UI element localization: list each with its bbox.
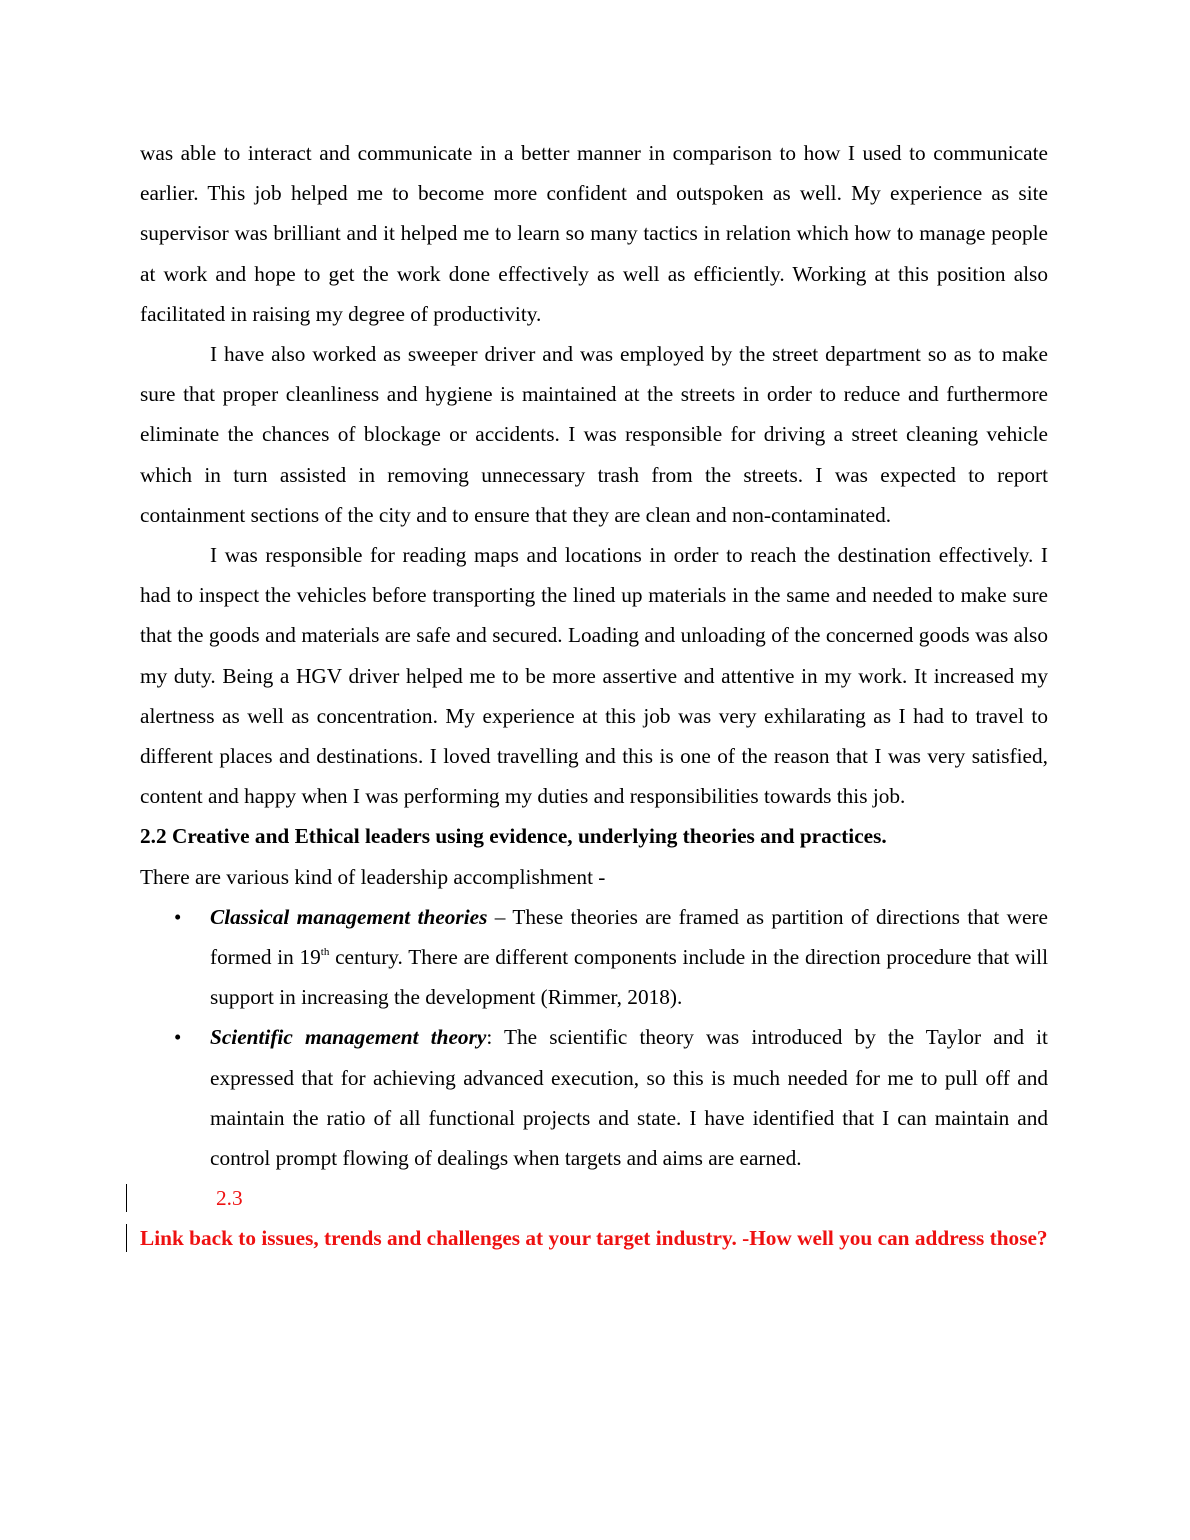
ordinal-superscript: th <box>320 946 330 959</box>
document-page <box>140 133 1048 1259</box>
paragraph-sweeper-driver: I have also worked as sweeper driver and was employed by the street department so as to make sure that proper cleanliness and hygiene is maintained at the streets in order to reduce and furthermore eliminate the chances of blockage or accidents. I was responsible for driving a street cleaning vehicle which in turn assisted in removing unnecessary trash from the streets. I was expected to report containment sections of the city and to ensure that they are clean and non-contaminated. <box>140 342 1048 527</box>
bullet-icon: • <box>174 1025 182 1050</box>
comment-text-content: Link back to issues, trends and challenges at your target industry. -How well you can address those? <box>140 1226 1048 1251</box>
list-item-scientific <box>140 1017 1048 1178</box>
paragraph-hgv-driver: I was responsible for reading maps and locations in order to reach the destination effectively. I had to inspect the vehicles before transporting the lined up materials in the same and needed to make sure that the goods and materials are safe and secured. Loading and unloading of the concerned goods was also my duty. Being a HGV driver helped me to be more assertive and attentive in my work. It increased my alertness as well as concentration. My experience at this job was very exhilarating as I had to travel to different places and destinations. I loved travelling and this is one of the reason that I was very satisfied, content and happy when I was performing my duties and responsibilities towards this job. <box>140 543 1048 809</box>
term-scientific: Scientific management theory <box>210 1025 487 1050</box>
comment-number-line <box>140 1178 1048 1218</box>
scientific-text: : The scientific theory was introduced by the Taylor and it expressed that for achieving advanced execution, so this is much needed for me to pull off and maintain the ratio of all functional projects and state. I have identified that I can maintain and control prompt flowing of dealings when targets and aims are earned. <box>210 1025 1048 1171</box>
list-item-classical <box>140 897 1048 1018</box>
paragraph-site-supervisor: was able to interact and communicate in a better manner in comparison to how I used to communicate earlier. This job helped me to become more confident and outspoken as well. My experience as site supervisor was brilliant and it helped me to learn so many tactics in relation which how to manage people at work and hope to get the work done effectively as well as efficiently. Working at this position also facilitated in raising my degree of productivity. <box>140 141 1048 326</box>
term-classical: Classical management theories <box>210 904 488 929</box>
comment-number: 2.3 <box>216 1186 243 1211</box>
change-bar-marker <box>126 1184 127 1212</box>
comment-text <box>140 1218 1048 1258</box>
section-intro: There are various kind of leadership accomplishment - <box>140 864 606 889</box>
theory-list <box>140 897 1048 1178</box>
bullet-icon: • <box>174 904 182 929</box>
section-heading: 2.2 Creative and Ethical leaders using evidence, underlying theories and practices. <box>140 824 887 849</box>
classical-text-a: – These theories are framed as partition of directions that were formed in 19 <box>210 904 1048 970</box>
classical-text-b: century. There are different components include in the direction procedure that will support in increasing the development (Rimmer, 2018). <box>210 945 1048 1010</box>
change-bar-marker <box>126 1224 127 1252</box>
